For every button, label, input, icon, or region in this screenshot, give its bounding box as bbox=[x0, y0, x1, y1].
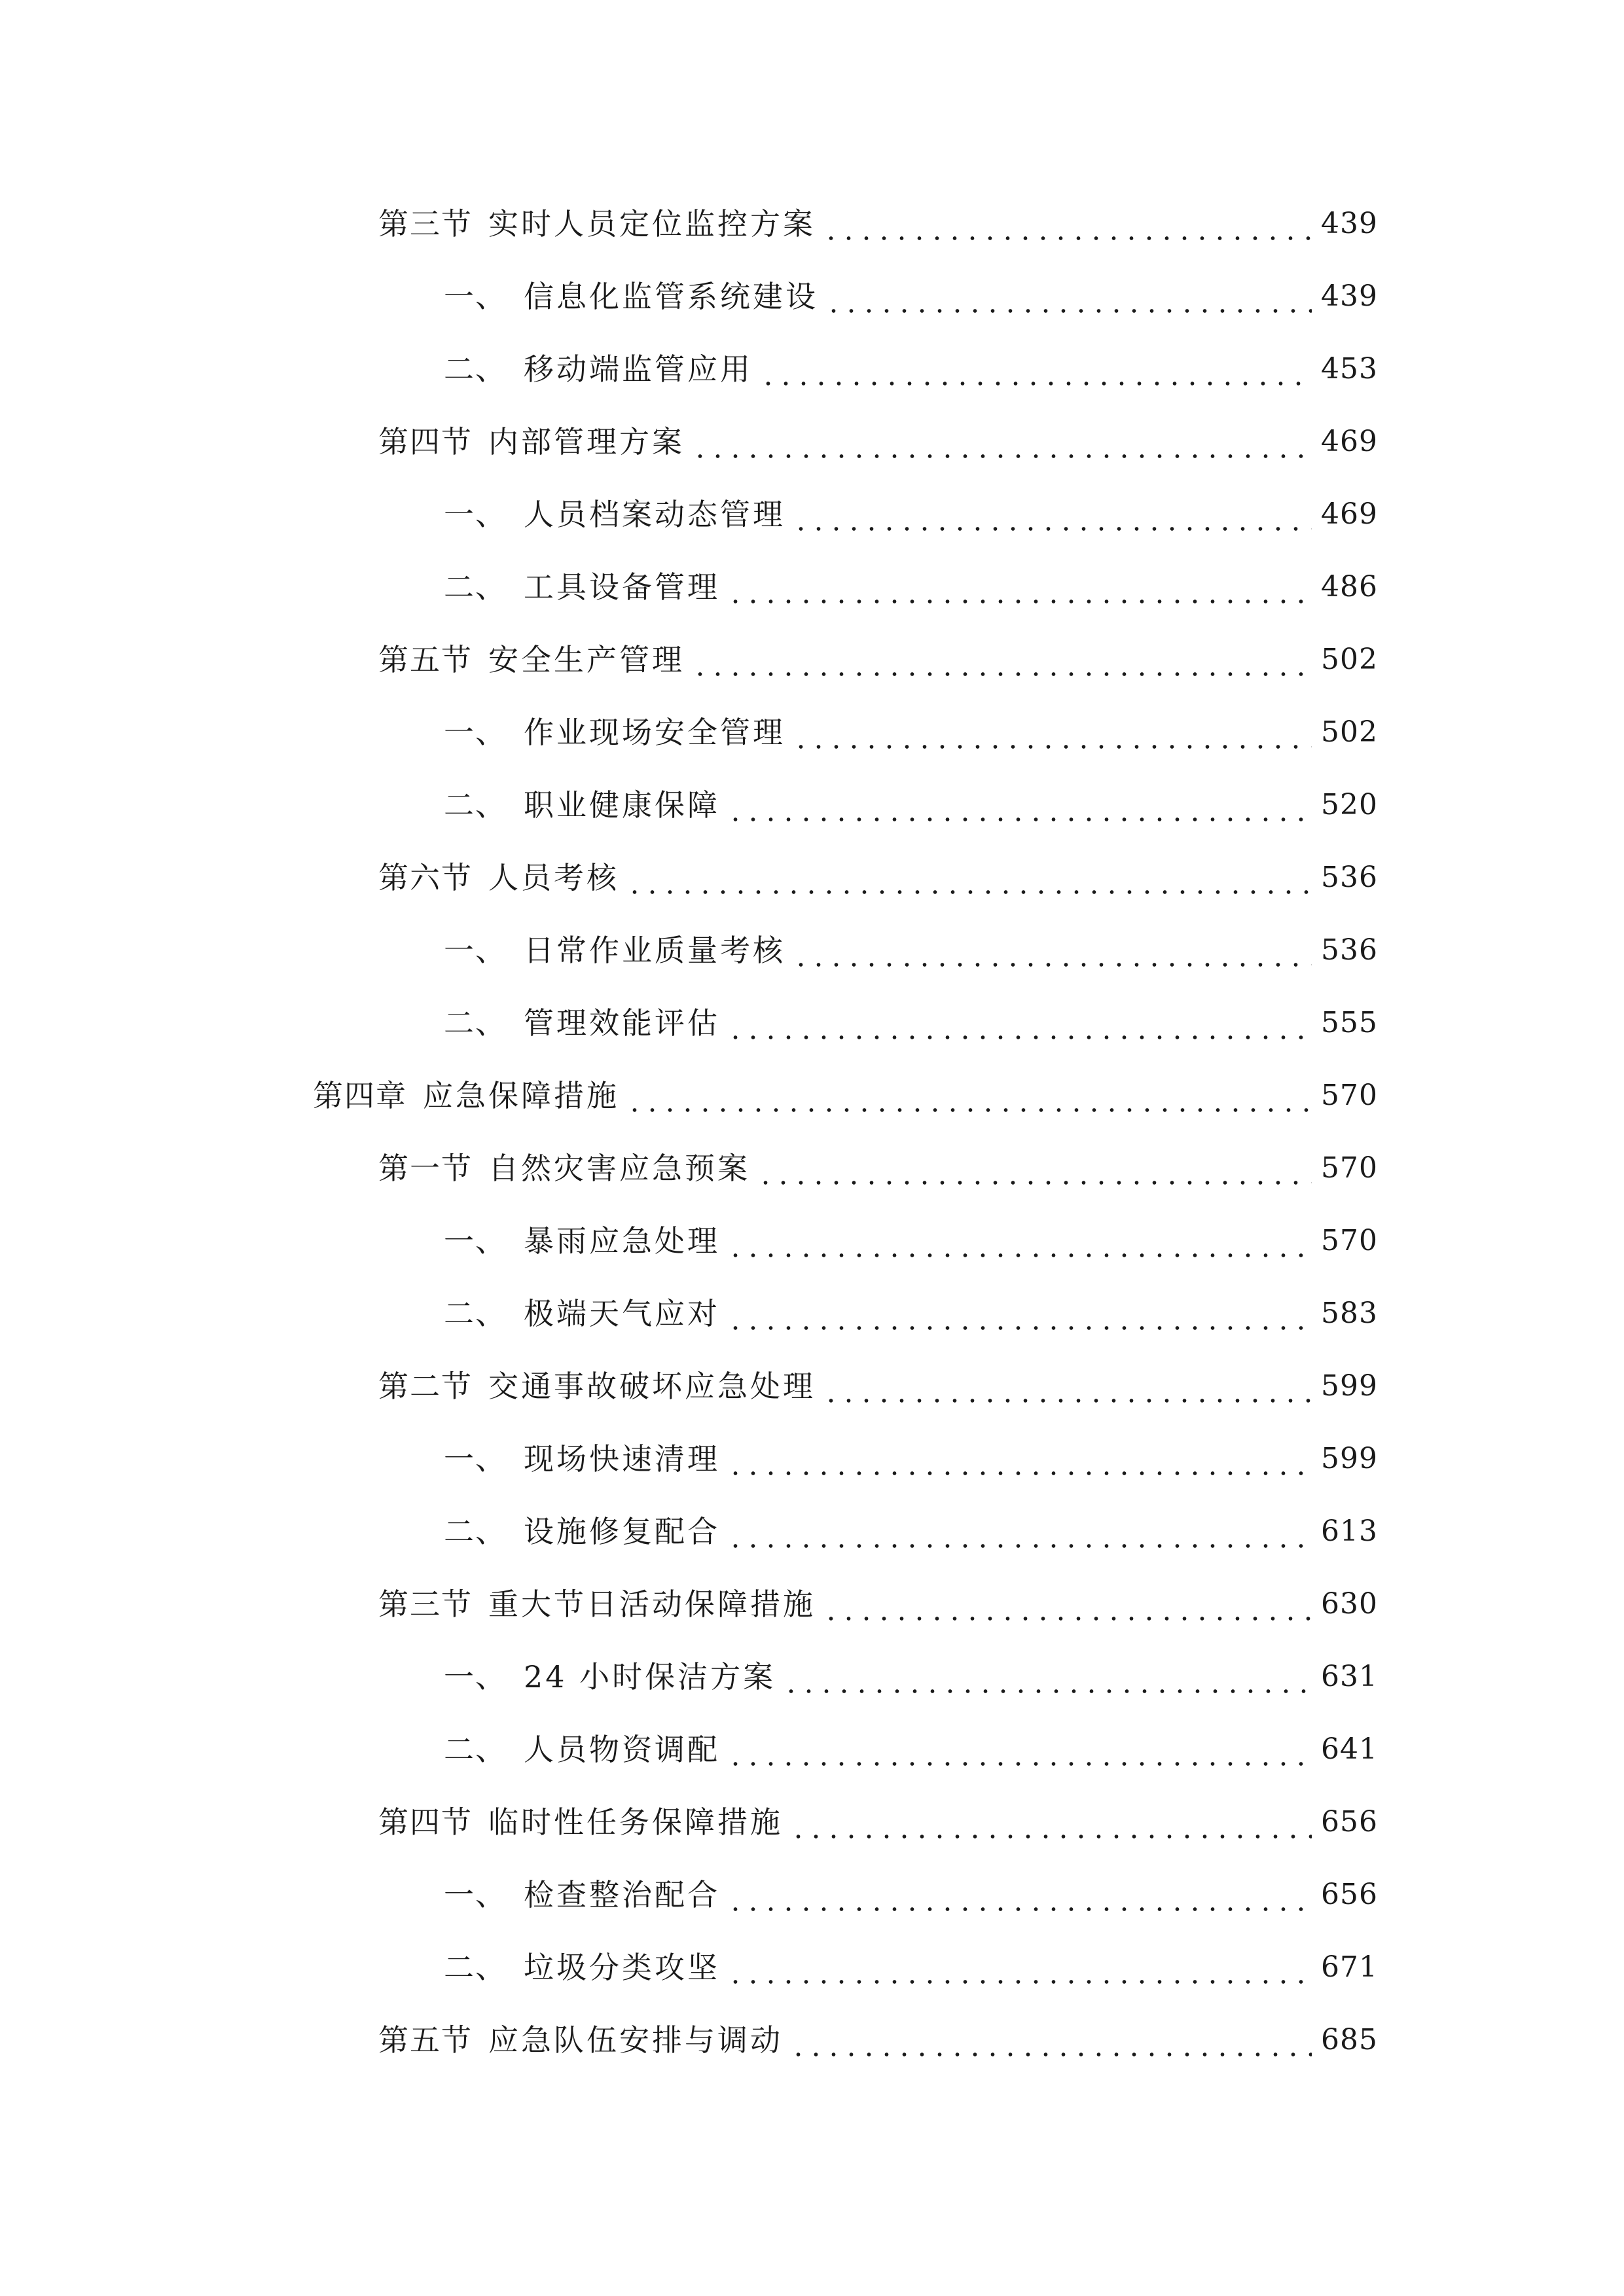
toc-entry-number: 第四节 bbox=[378, 424, 473, 459]
toc-entry-number: 第二节 bbox=[378, 1369, 473, 1404]
toc-entry-title: 移动端监管应用 bbox=[524, 351, 753, 387]
toc-entry-page-number: 502 bbox=[1321, 643, 1378, 676]
toc-entry-number: 第六节 bbox=[378, 860, 473, 895]
toc-entry-subsection[interactable] bbox=[0, 703, 1624, 762]
toc-entry-section[interactable] bbox=[0, 1793, 1624, 1852]
toc-entry-title: 交通事故破坏应急处理 bbox=[488, 1369, 816, 1404]
toc-entry-page-number: 630 bbox=[1321, 1587, 1378, 1621]
toc-entry-number: 一、 bbox=[444, 715, 507, 750]
toc-entry-title: 工具设备管理 bbox=[524, 569, 720, 605]
dot-leader bbox=[727, 1211, 1312, 1270]
toc-entry-number: 一、 bbox=[444, 279, 507, 314]
toc-entry-subsection[interactable] bbox=[0, 994, 1624, 1052]
toc-entry-subsection[interactable] bbox=[0, 558, 1624, 617]
dot-leader bbox=[727, 776, 1312, 834]
toc-entry-number: 第五节 bbox=[378, 642, 473, 677]
dot-leader bbox=[825, 267, 1312, 326]
toc-entry-subsection[interactable] bbox=[0, 267, 1624, 326]
toc-entry-title: 设施修复配合 bbox=[524, 1514, 720, 1549]
toc-entry-title: 人员档案动态管理 bbox=[524, 497, 785, 532]
toc-entry-section[interactable] bbox=[0, 194, 1624, 253]
toc-entry-title: 人员物资调配 bbox=[524, 1732, 720, 1767]
toc-entry-subsection[interactable] bbox=[0, 1211, 1624, 1270]
toc-entry-title: 作业现场安全管理 bbox=[524, 715, 785, 750]
dot-leader bbox=[727, 1502, 1312, 1561]
toc-entry-title: 实时人员定位监控方案 bbox=[488, 206, 816, 242]
toc-entry-page-number: 641 bbox=[1321, 1732, 1378, 1766]
dot-leader bbox=[822, 194, 1312, 253]
dot-leader bbox=[759, 340, 1312, 399]
toc-entry-page-number: 536 bbox=[1321, 861, 1378, 894]
toc-entry-subsection[interactable] bbox=[0, 776, 1624, 834]
dot-leader bbox=[626, 1066, 1312, 1125]
toc-entry-number: 二、 bbox=[444, 351, 507, 387]
dot-leader bbox=[789, 1793, 1312, 1852]
toc-entry-section[interactable] bbox=[0, 2011, 1624, 2070]
toc-entry-page-number: 555 bbox=[1321, 1006, 1378, 1039]
toc-entry-section[interactable] bbox=[0, 848, 1624, 907]
toc-entry-subsection[interactable] bbox=[0, 1502, 1624, 1561]
toc-entry-title: 管理效能评估 bbox=[524, 1005, 720, 1041]
toc-entry-page-number: 439 bbox=[1321, 279, 1378, 313]
toc-entry-page-number: 469 bbox=[1321, 425, 1378, 458]
toc-entry-number: 二、 bbox=[444, 1005, 507, 1041]
toc-entry-page-number: 439 bbox=[1321, 207, 1378, 240]
toc-entry-title: 自然灾害应急预案 bbox=[488, 1151, 750, 1186]
toc-entry-page-number: 570 bbox=[1321, 1151, 1378, 1185]
toc-entry-title: 重大节日活动保障措施 bbox=[488, 1587, 816, 1622]
toc-entry-page-number: 536 bbox=[1321, 933, 1378, 967]
toc-entry-number: 二、 bbox=[444, 1950, 507, 1985]
toc-entry-number: 一、 bbox=[444, 1223, 507, 1259]
dot-leader bbox=[727, 1865, 1312, 1924]
toc-entry-page-number: 570 bbox=[1321, 1079, 1378, 1112]
toc-entry-title: 垃圾分类攻坚 bbox=[524, 1950, 720, 1985]
toc-entry-title: 极端天气应对 bbox=[524, 1296, 720, 1331]
toc-entry-number: 一、 bbox=[444, 1659, 507, 1695]
dot-leader bbox=[792, 485, 1312, 544]
toc-entry-title: 临时性任务保障措施 bbox=[488, 1804, 783, 1840]
toc-entry-number: 一、 bbox=[444, 1441, 507, 1477]
toc-entry-title: 现场快速清理 bbox=[524, 1441, 720, 1477]
dot-leader bbox=[626, 848, 1312, 907]
toc-entry-number: 第三节 bbox=[378, 206, 473, 242]
toc-entry-number: 二、 bbox=[444, 1514, 507, 1549]
table-of-contents bbox=[0, 194, 1624, 2092]
toc-entry-page-number: 502 bbox=[1321, 715, 1378, 749]
toc-entry-page-number: 453 bbox=[1321, 352, 1378, 386]
toc-entry-section[interactable] bbox=[0, 412, 1624, 471]
toc-entry-page-number: 631 bbox=[1321, 1660, 1378, 1693]
toc-entry-page-number: 583 bbox=[1321, 1297, 1378, 1330]
toc-entry-page-number: 656 bbox=[1321, 1805, 1378, 1839]
toc-entry-page-number: 599 bbox=[1321, 1369, 1378, 1403]
dot-leader bbox=[789, 2011, 1312, 2070]
dot-leader bbox=[792, 703, 1312, 762]
toc-entry-title: 应急队伍安排与调动 bbox=[488, 2022, 783, 2058]
toc-entry-page-number: 613 bbox=[1321, 1515, 1378, 1548]
toc-entry-number: 一、 bbox=[444, 1877, 507, 1912]
dot-leader bbox=[822, 1357, 1312, 1416]
toc-entry-page-number: 599 bbox=[1321, 1442, 1378, 1475]
toc-entry-title: 职业健康保障 bbox=[524, 787, 720, 823]
toc-entry-subsection[interactable] bbox=[0, 1429, 1624, 1488]
toc-entry-subsection[interactable] bbox=[0, 1284, 1624, 1343]
toc-entry-subsection[interactable] bbox=[0, 1938, 1624, 1997]
toc-entry-section[interactable] bbox=[0, 1575, 1624, 1634]
dot-leader bbox=[727, 1284, 1312, 1343]
toc-entry-page-number: 520 bbox=[1321, 788, 1378, 821]
dot-leader bbox=[727, 558, 1312, 617]
toc-entry-title: 24 小时保洁方案 bbox=[524, 1659, 776, 1695]
dot-leader bbox=[727, 1720, 1312, 1779]
toc-entry-page-number: 656 bbox=[1321, 1878, 1378, 1911]
dot-leader bbox=[691, 630, 1312, 689]
toc-entry-title: 检查整治配合 bbox=[524, 1877, 720, 1912]
toc-entry-number: 二、 bbox=[444, 787, 507, 823]
toc-entry-subsection[interactable] bbox=[0, 340, 1624, 399]
toc-entry-section[interactable] bbox=[0, 1139, 1624, 1198]
toc-entry-title: 日常作业质量考核 bbox=[524, 933, 785, 968]
toc-entry-subsection[interactable] bbox=[0, 1865, 1624, 1924]
toc-entry-page-number: 469 bbox=[1321, 497, 1378, 531]
toc-entry-title: 人员考核 bbox=[488, 860, 619, 895]
toc-entry-subsection[interactable] bbox=[0, 1647, 1624, 1706]
toc-entry-page-number: 570 bbox=[1321, 1224, 1378, 1257]
toc-entry-chapter[interactable] bbox=[0, 1066, 1624, 1125]
toc-entry-number: 一、 bbox=[444, 497, 507, 532]
toc-entry-title: 暴雨应急处理 bbox=[524, 1223, 720, 1259]
dot-leader bbox=[782, 1647, 1312, 1706]
toc-entry-number: 第五节 bbox=[378, 2022, 473, 2058]
toc-entry-number: 二、 bbox=[444, 569, 507, 605]
toc-entry-title: 应急保障措施 bbox=[423, 1078, 619, 1113]
toc-entry-subsection[interactable] bbox=[0, 921, 1624, 980]
toc-entry-page-number: 671 bbox=[1321, 1950, 1378, 1984]
toc-entry-title: 内部管理方案 bbox=[488, 424, 685, 459]
dot-leader bbox=[727, 1938, 1312, 1997]
toc-entry-subsection[interactable] bbox=[0, 1720, 1624, 1779]
toc-entry-section[interactable] bbox=[0, 1357, 1624, 1416]
toc-entry-number: 二、 bbox=[444, 1296, 507, 1331]
toc-entry-number: 第三节 bbox=[378, 1587, 473, 1622]
dot-leader bbox=[727, 1429, 1312, 1488]
toc-entry-subsection[interactable] bbox=[0, 485, 1624, 544]
dot-leader bbox=[691, 412, 1312, 471]
toc-entry-title: 安全生产管理 bbox=[488, 642, 685, 677]
dot-leader bbox=[792, 921, 1312, 980]
toc-entry-title: 信息化监管系统建设 bbox=[524, 279, 818, 314]
dot-leader bbox=[727, 994, 1312, 1052]
toc-entry-section[interactable] bbox=[0, 630, 1624, 689]
toc-entry-number: 第四章 bbox=[313, 1078, 407, 1113]
toc-entry-number: 第一节 bbox=[378, 1151, 473, 1186]
toc-entry-page-number: 486 bbox=[1321, 570, 1378, 603]
toc-entry-page-number: 685 bbox=[1321, 2023, 1378, 2056]
toc-entry-number: 二、 bbox=[444, 1732, 507, 1767]
toc-entry-number: 第四节 bbox=[378, 1804, 473, 1840]
dot-leader bbox=[822, 1575, 1312, 1634]
toc-entry-number: 一、 bbox=[444, 933, 507, 968]
dot-leader bbox=[757, 1139, 1312, 1198]
